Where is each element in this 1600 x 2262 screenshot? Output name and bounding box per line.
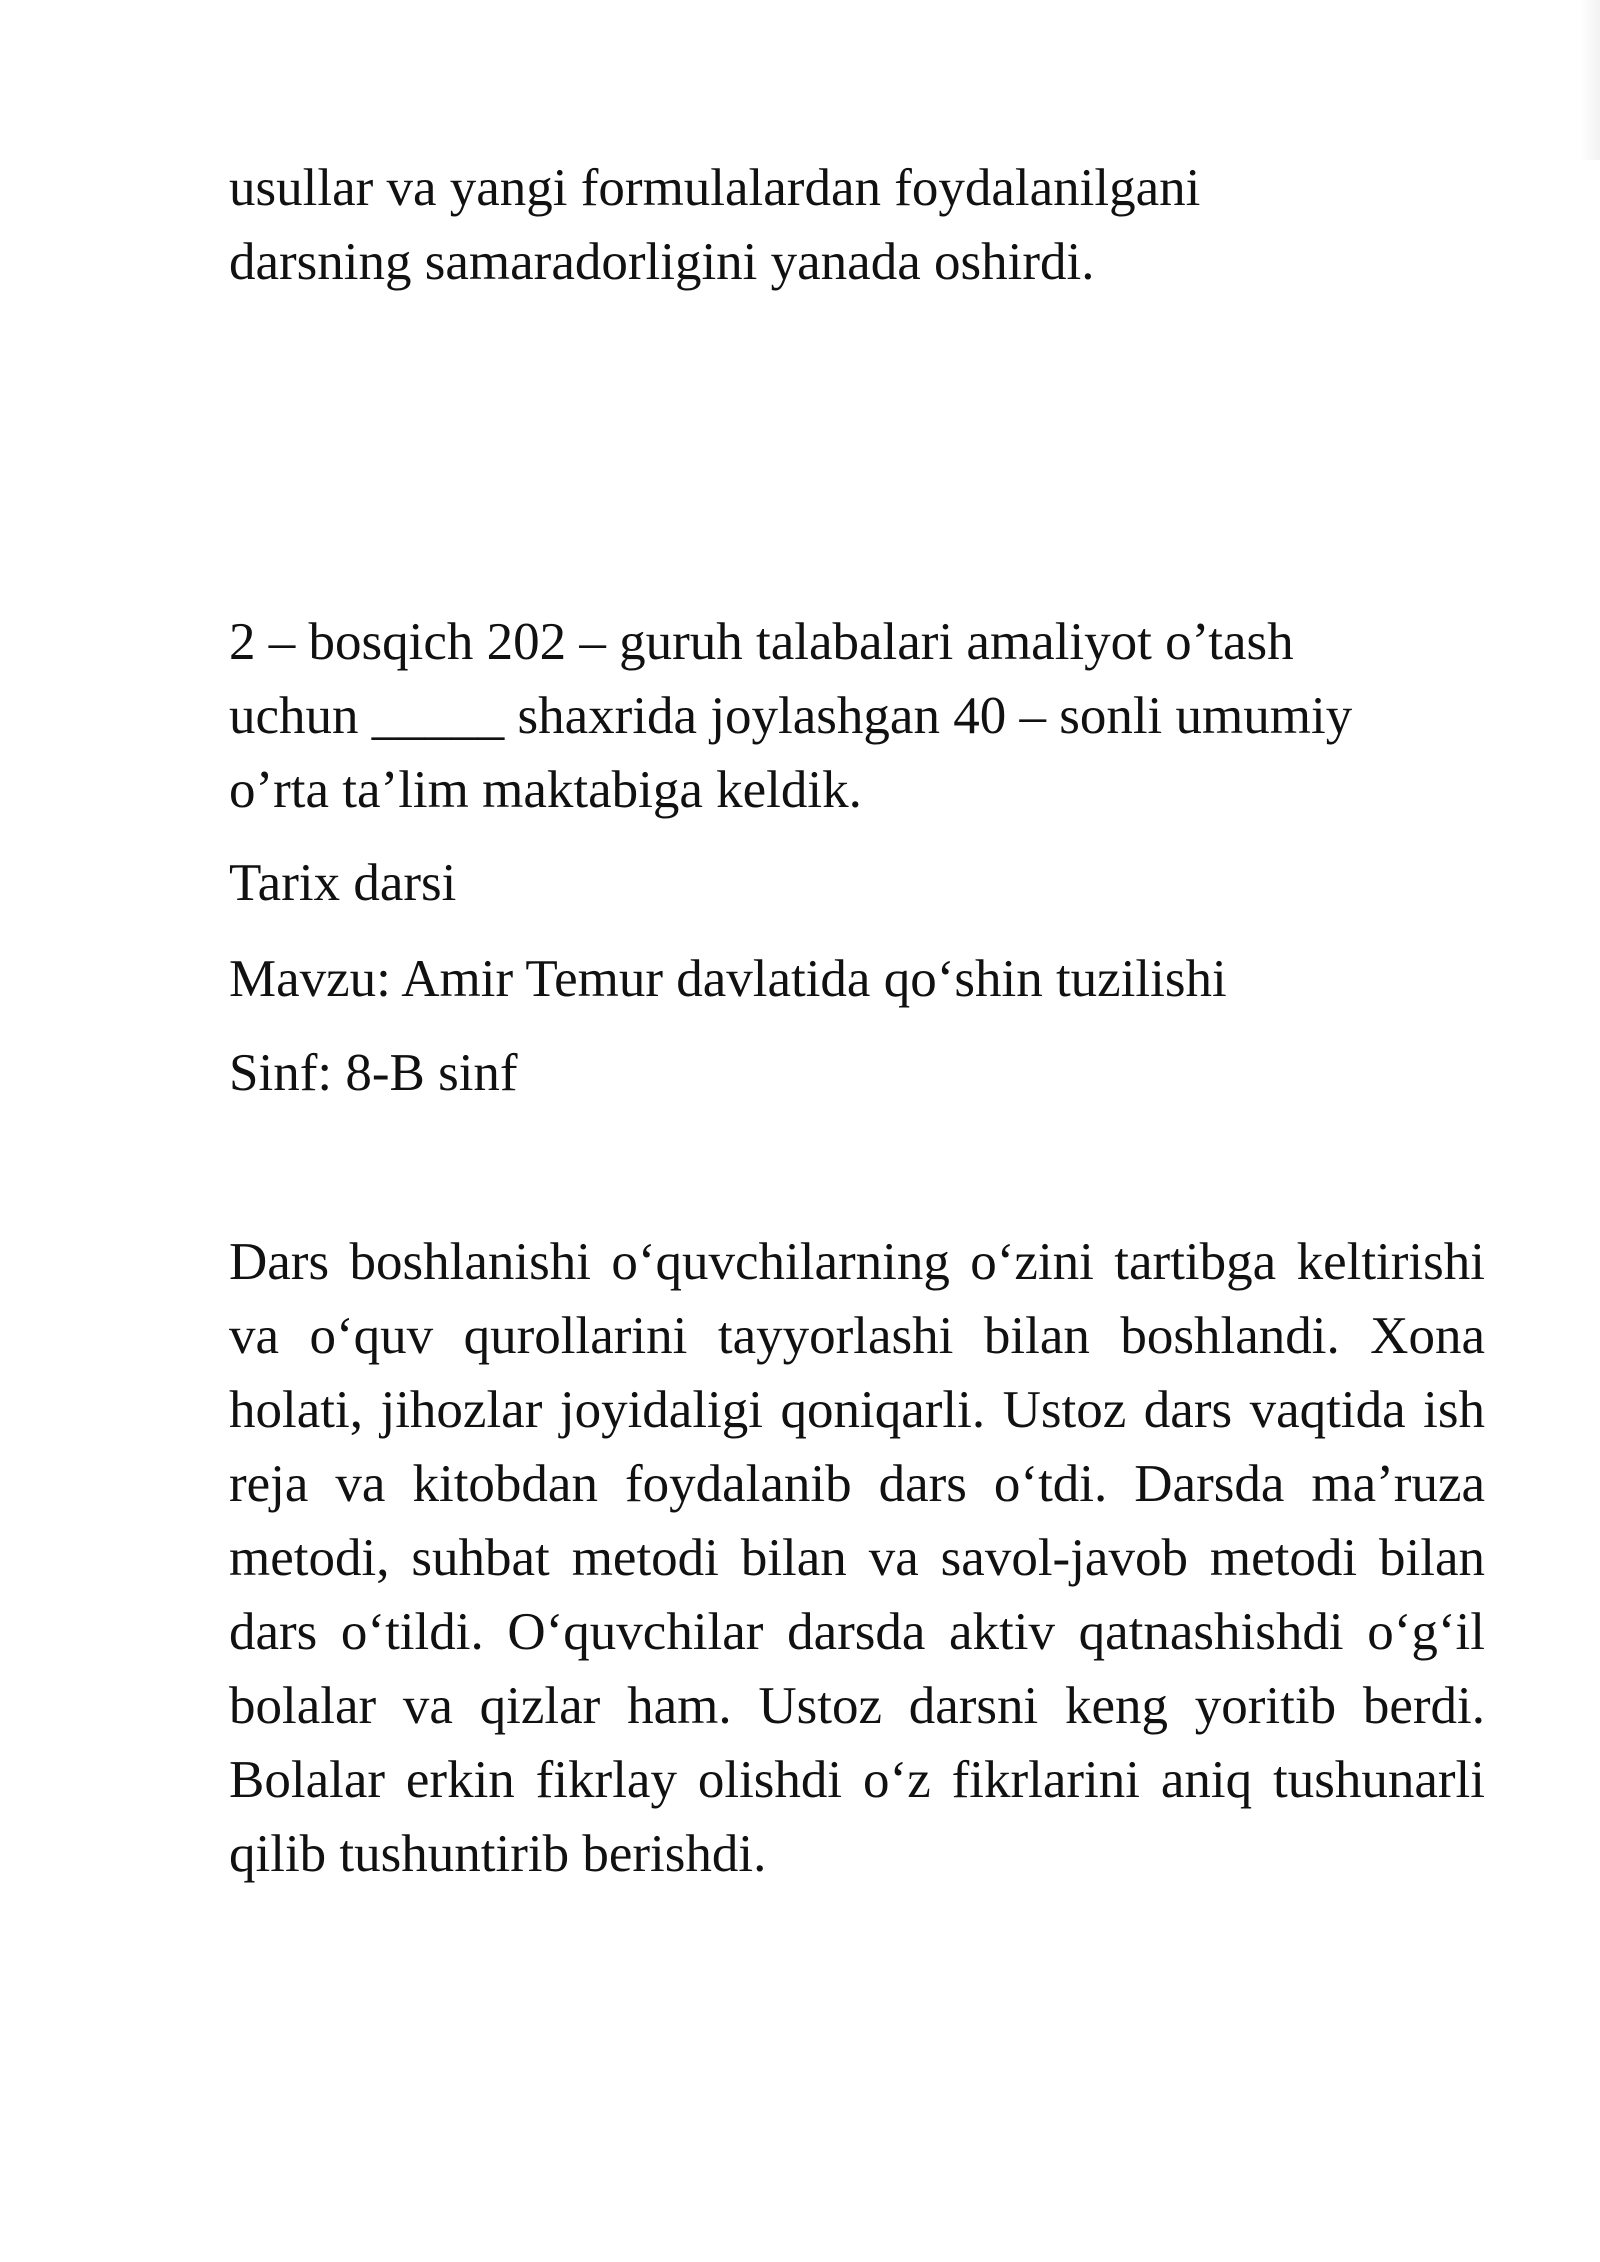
class-heading: Sinf: 8-B sinf [229,1044,518,1102]
page-edge-shadow [1580,0,1600,160]
intro-line-2: darsning samaradorligini yanada oshirdi. [229,233,1095,291]
internship-line-2: uchun _____ shaxrida joylashgan 40 – sonli umumiy [229,687,1353,745]
internship-paragraph [229,605,1485,827]
lesson-description-paragraph: Dars boshlanishi o‘quvchilarning o‘zini tartibga keltirishi va o‘quv qurollarini tayyorlashi bilan boshlandi. Xona holati, jihozlar joyidaligi qoniqarli. Ustoz dars vaqtida ish reja va kitobdan foydalanib dars o‘tdi. Darsda ma’ruza metodi, suhbat metodi bilan va savol-javob metodi bilan dars o‘tildi. O‘quvchilar darsda aktiv qatnashishdi o‘g‘il bolalar va qizlar ham. Ustoz darsni keng yoritib berdi. Bolalar erkin fikrlay olishdi o‘z fikrlarini aniq tushunarli qilib tushuntirib berishdi. [229,1233,1485,1883]
topic-heading: Mavzu: Amir Temur davlatida qo‘shin tuzilishi [229,950,1227,1008]
internship-line-3: o’rta ta’lim maktabiga keldik. [229,761,862,819]
intro-paragraph [229,151,1485,299]
intro-line-1: usullar va yangi formulalardan foydalanilgani [229,159,1201,217]
internship-line-1: 2 – bosqich 202 – guruh talabalari amaliyot o’tash [229,613,1294,671]
subject-heading: Tarix darsi [229,854,457,912]
